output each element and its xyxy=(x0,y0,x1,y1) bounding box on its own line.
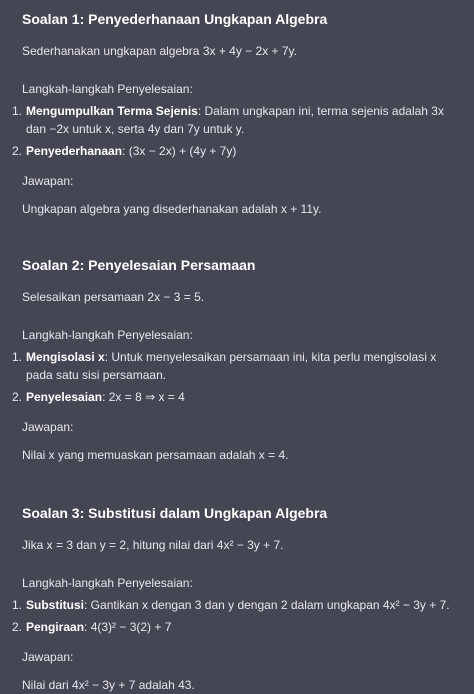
step-number: 1. xyxy=(12,104,23,118)
question-1-title: Soalan 1: Penyederhanaan Ungkapan Algebra xyxy=(22,11,328,27)
question-3-steps xyxy=(12,596,454,636)
question-2-steps xyxy=(12,348,454,406)
step-label: Pengiraan xyxy=(26,620,85,634)
question-1-intro: Sederhanakan ungkapan algebra 3x + 4y − 2x + 7y. xyxy=(22,44,297,58)
question-2-answer-title: Jawapan: xyxy=(22,420,74,434)
question-1-step-1 xyxy=(12,102,454,138)
question-2-step-1 xyxy=(12,348,454,384)
step-label: Penyederhanaan xyxy=(26,144,123,158)
question-1-answer-title: Jawapan: xyxy=(22,174,74,188)
question-1-steps xyxy=(12,102,454,160)
question-2-title: Soalan 2: Penyelesaian Persamaan xyxy=(22,257,256,273)
step-text: : 4(3)² − 3(2) + 7 xyxy=(84,620,172,634)
step-number: 2. xyxy=(12,390,23,404)
question-3-step-2 xyxy=(12,618,454,636)
question-3-answer: Nilai dari 4x² − 3y + 7 adalah 43. xyxy=(22,678,195,692)
step-label: Penyelesaian xyxy=(26,390,103,404)
question-1-section xyxy=(12,10,464,218)
step-number: 2. xyxy=(12,620,23,634)
question-1-steps-title: Langkah-langkah Penyelesaian: xyxy=(22,82,193,96)
step-number: 1. xyxy=(12,350,23,364)
question-3-step-1 xyxy=(12,596,454,614)
question-3-intro: Jika x = 3 dan y = 2, hitung nilai dari 4x² − 3y + 7. xyxy=(22,538,284,552)
step-label: Mengisolasi x xyxy=(26,350,105,364)
question-1-answer: Ungkapan algebra yang disederhanakan adalah x + 11y. xyxy=(22,202,322,216)
step-label: Mengumpulkan Terma Sejenis xyxy=(26,104,198,118)
question-3-section xyxy=(12,504,464,694)
step-text: : Gantikan x dengan 3 dan y dengan 2 dalam ungkapan 4x² − 3y + 7. xyxy=(84,598,450,612)
question-3-title: Soalan 3: Substitusi dalam Ungkapan Algebra xyxy=(22,505,328,521)
question-2-answer: Nilai x yang memuaskan persamaan adalah x = 4. xyxy=(22,448,289,462)
question-3-answer-title: Jawapan: xyxy=(22,650,74,664)
step-number: 1. xyxy=(12,598,23,612)
question-2-intro: Selesaikan persamaan 2x − 3 = 5. xyxy=(22,290,205,304)
step-text: : Untuk menyelesaikan persamaan ini, kita perlu mengisolasi x pada satu sisi persamaan. xyxy=(26,350,437,382)
step-text: : (3x − 2x) + (4y + 7y) xyxy=(122,144,237,158)
question-2-step-2 xyxy=(12,388,454,406)
question-2-section xyxy=(12,256,464,464)
question-3-steps-title: Langkah-langkah Penyelesaian: xyxy=(22,576,193,590)
step-number: 2. xyxy=(12,144,23,158)
step-text: : 2x = 8 ⇒ x = 4 xyxy=(102,390,185,404)
step-text: : Dalam ungkapan ini, terma sejenis adalah 3x dan −2x untuk x, serta 4y dan 7y untuk y. xyxy=(26,104,444,136)
step-label: Substitusi xyxy=(26,598,85,612)
question-2-steps-title: Langkah-langkah Penyelesaian: xyxy=(22,328,193,342)
question-1-step-2 xyxy=(12,142,454,160)
